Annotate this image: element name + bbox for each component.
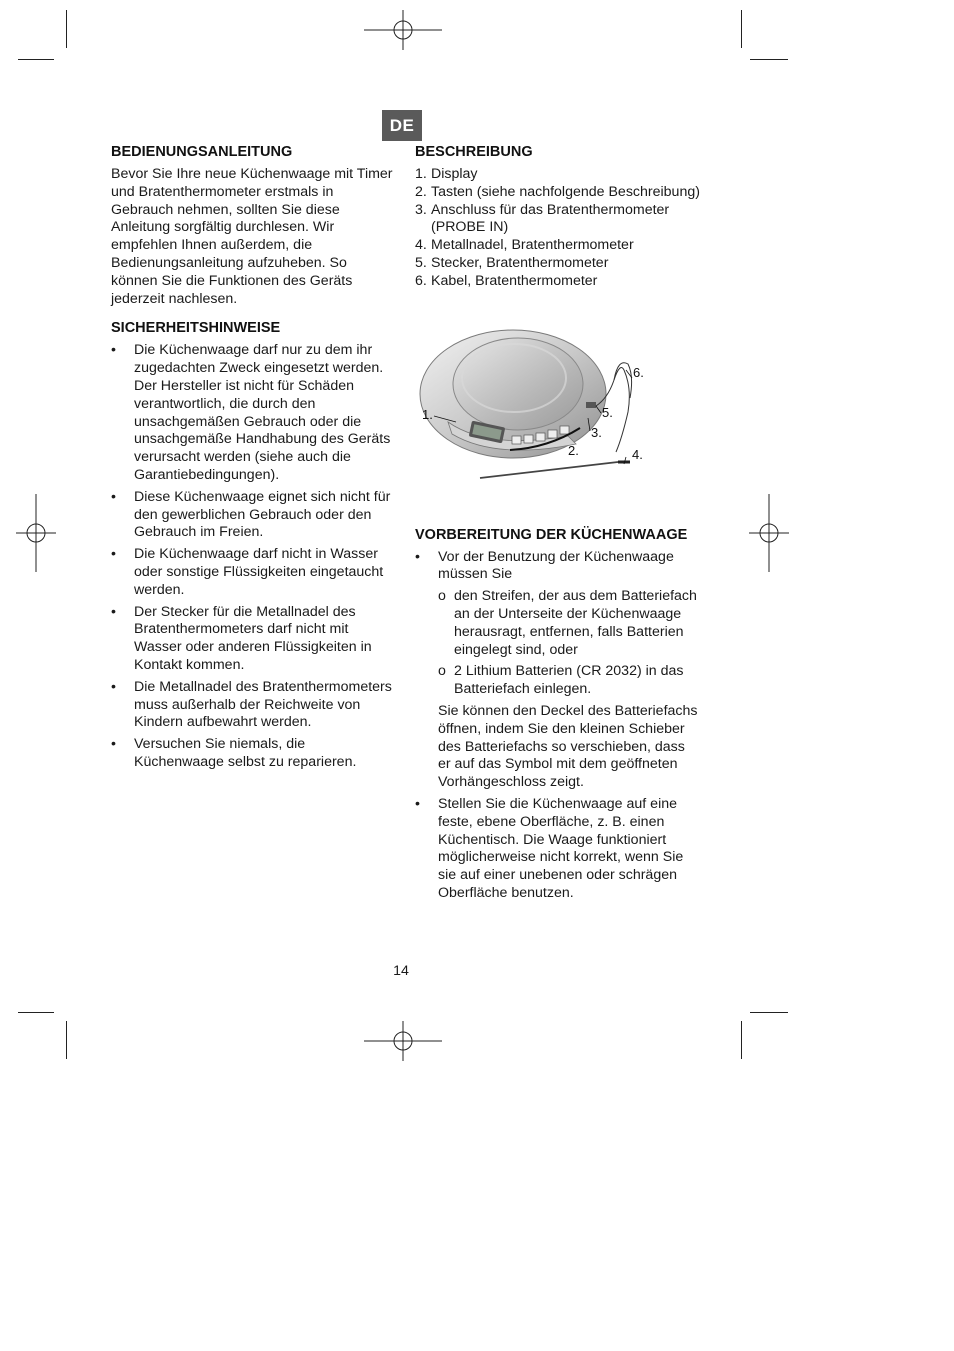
safety-item: • Diese Küchenwaage eignet sich nicht für den gewerblichen Gebrauch oder den Gebrauch im Freien. bbox=[111, 489, 393, 542]
left-column bbox=[111, 143, 393, 776]
description-list bbox=[415, 166, 700, 291]
preparation-intro: Vor der Benutzung der Küchenwaage müssen Sie bbox=[438, 548, 674, 583]
figure-label-2: 2. bbox=[568, 443, 579, 458]
kitchen-scale-illustration bbox=[418, 318, 650, 486]
registration-mark-bottom bbox=[364, 1021, 442, 1061]
crop-mark-br-h bbox=[750, 1012, 788, 1013]
registration-mark-left bbox=[16, 494, 56, 572]
figure-label-5: 5. bbox=[602, 405, 613, 420]
preparation-sublist bbox=[438, 588, 700, 699]
safety-list bbox=[111, 342, 393, 771]
preparation-item bbox=[415, 549, 700, 792]
safety-item: • Die Küchenwaage darf nur zu dem ihr zugedachten Zweck eingesetzt werden. Der Hersteller ist nicht für Schäden verantwortlich, die durch den unsachgemäßen Gebrauch oder die unsachgemäße Handhabung des Geräts verursacht werden (siehe auch die Garantiebedingungen). bbox=[111, 342, 393, 484]
description-item: 4. Metallnadel, Bratenthermometer bbox=[415, 237, 634, 254]
crop-mark-tr-h bbox=[750, 59, 788, 60]
crop-mark-tr-v bbox=[741, 10, 742, 48]
crop-mark-bl-h bbox=[18, 1012, 54, 1013]
language-badge: DE bbox=[382, 110, 422, 141]
figure-label-4: 4. bbox=[632, 447, 643, 462]
description-item: 5. Stecker, Bratenthermometer bbox=[415, 254, 609, 271]
safety-item: • Der Stecker für die Metallnadel des Bratenthermometers darf nicht mit Wasser oder anderen Flüssigkeiten in Kontakt kommen. bbox=[111, 604, 393, 675]
figure-label-6: 6. bbox=[633, 365, 644, 380]
preparation-subitem: o den Streifen, der aus dem Batteriefach an der Unterseite der Küchenwaage herausragt, entfernen, falls Batterien eingelegt sind, oder bbox=[438, 588, 697, 658]
registration-mark-top bbox=[364, 10, 442, 50]
preparation-item: • Stellen Sie die Küchenwaage auf eine feste, ebene Oberfläche, z. B. einen Küchentisch. Die Waage funktioniert möglicherweise nicht korrekt, wenn Sie sie auf einer unebenen oder schrägen Oberfläche benutzen. bbox=[415, 796, 700, 903]
preparation-note: Sie können den Deckel des Batteriefachs öffnen, indem Sie den kleinen Schieber des Batteriefachs so verschieben, dass er auf das Symbol mit dem geöffneten Vorhängeschloss zeigt. bbox=[438, 702, 698, 791]
figure-label-3: 3. bbox=[591, 425, 602, 440]
figure-label-1: 1. bbox=[422, 407, 433, 422]
preparation-heading: VORBEREITUNG DER KÜCHENWAAGE bbox=[415, 526, 688, 543]
kitchen-scale-figure bbox=[418, 318, 650, 486]
safety-item: • Die Metallnadel des Bratenthermometers muss außerhalb der Reichweite von Kindern aufbewahrt werden. bbox=[111, 679, 393, 732]
safety-heading: SICHERHEITSHINWEISE bbox=[111, 320, 281, 337]
crop-mark-tl-h bbox=[18, 59, 54, 60]
description-item: 2. Tasten (siehe nachfolgende Beschreibung) bbox=[415, 183, 700, 200]
description-item: 1. Display bbox=[415, 166, 478, 182]
crop-mark-tl-v bbox=[66, 10, 67, 48]
right-column bbox=[415, 143, 700, 907]
registration-mark-right bbox=[749, 494, 789, 572]
description-heading: BESCHREIBUNG bbox=[415, 144, 533, 160]
description-item: 3. Anschluss für das Bratenthermometer (PROBE IN) bbox=[415, 201, 670, 236]
operating-instructions-text: Bevor Sie Ihre neue Küchenwaage mit Timer und Bratenthermometer erstmals in Gebrauch nehmen, sollten Sie diese Anleitung sorgfältig durchlesen. Wir empfehlen Ihnen außerdem, die Bedienungsanleitung aufzuheben. So können Sie die Funktionen des Geräts jederzeit nachlesen. bbox=[111, 166, 393, 307]
crop-mark-br-v bbox=[741, 1021, 742, 1059]
page-number: 14 bbox=[393, 963, 409, 979]
crop-mark-bl-v bbox=[66, 1021, 67, 1059]
description-item: 6. Kabel, Bratenthermometer bbox=[415, 272, 598, 289]
preparation-subitem: o 2 Lithium Batterien (CR 2032) in das Batteriefach einlegen. bbox=[438, 663, 684, 698]
preparation-list bbox=[415, 549, 700, 903]
safety-item: • Versuchen Sie niemals, die Küchenwaage selbst zu reparieren. bbox=[111, 736, 393, 772]
operating-instructions-heading: BEDIENUNGSANLEITUNG bbox=[111, 144, 293, 160]
safety-item: • Die Küchenwaage darf nicht in Wasser oder sonstige Flüssigkeiten eingetaucht werden. bbox=[111, 546, 393, 599]
